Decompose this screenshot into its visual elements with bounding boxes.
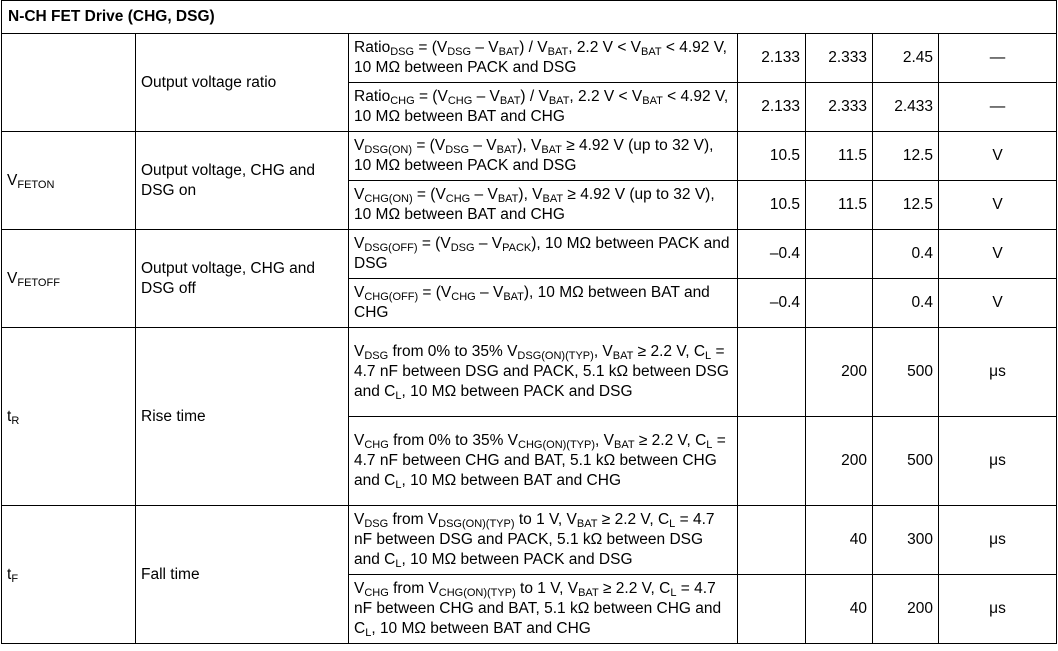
table-row	[2, 230, 1057, 279]
typ-value	[806, 230, 873, 279]
typ-value: 200	[806, 417, 873, 506]
table-row	[2, 328, 1057, 417]
max-value: 500	[873, 328, 939, 417]
typ-value	[806, 279, 873, 328]
typ-value: 40	[806, 506, 873, 575]
max-value: 2.433	[873, 83, 939, 132]
unit-value: —	[939, 83, 1057, 132]
condition-cell: Ratio$_{CHG}$ = $(V_{CHG} - V_{BAT}) / V_{BAT}$, 2.2 $V < V_{BAT} < 4.92$ V, 10 MΩ between BAT and CHG	[349, 83, 738, 132]
table-row	[2, 34, 1057, 83]
max-value: 12.5	[873, 132, 939, 181]
symbol-cell-empty	[2, 34, 136, 132]
spec-table	[1, 0, 1057, 644]
min-value: –0.4	[738, 230, 806, 279]
unit-value: —	[939, 34, 1057, 83]
condition-cell: $V_{DSG(OFF)} = (V_{DSG} - V_{PACK})$, 10 MΩ between PACK and DSG	[349, 230, 738, 279]
condition-cell: $V_{DSG}$ from 0% to 35% $V_{DSG(ON)(TYP)}$, $V_{BAT} \ge 2.2$ V, $C_L = 4.7$ nF between DSG and PACK, 5.1 kΩ between DSG and $C_L$, 10 MΩ between PACK and DSG	[349, 328, 738, 417]
condition-cell: $V_{CHG}$ from 0% to 35% $V_{CHG(ON)(TYP)}$, $V_{BAT} \ge 2.2$ V, $C_L = 4.7$ nF between CHG and BAT, 5.1 kΩ between CHG and $C_L$, 10 MΩ between BAT and CHG	[349, 417, 738, 506]
min-value	[738, 417, 806, 506]
condition-cell: $V_{CHG(OFF)} = (V_{CHG} - V_{BAT})$, 10 MΩ between BAT and CHG	[349, 279, 738, 328]
table-row	[2, 506, 1057, 575]
condition-cell: Ratio$_{DSG}$ = $(V_{DSG} - V_{BAT}) / V_{BAT}$, 2.2 $V < V_{BAT} < 4.92$ V, 10 MΩ between PACK and DSG	[349, 34, 738, 83]
parameter-cell: Output voltage, CHG and DSG off	[136, 230, 349, 328]
max-value: 300	[873, 506, 939, 575]
unit-value: V	[939, 132, 1057, 181]
condition-cell: $V_{DSG(ON)} = (V_{DSG} - V_{BAT})$, $V_{BAT} \ge 4.92$ V (up to 32 V), 10 MΩ between PACK and DSG	[349, 132, 738, 181]
symbol-cell: $V_{FETON}$	[2, 132, 136, 230]
typ-value: 2.333	[806, 34, 873, 83]
unit-value: μs	[939, 575, 1057, 644]
min-value: 10.5	[738, 132, 806, 181]
condition-cell: $V_{DSG}$ from $V_{DSG(ON)(TYP)}$ to 1 V, $V_{BAT} \ge 2.2$ V, $C_L = 4.7$ nF between DSG and PACK, 5.1 kΩ between DSG and $C_L$, 10 MΩ between PACK and DSG	[349, 506, 738, 575]
section-title: N-CH FET Drive (CHG, DSG)	[2, 1, 1057, 34]
min-value: –0.4	[738, 279, 806, 328]
min-value	[738, 506, 806, 575]
min-value: 2.133	[738, 83, 806, 132]
typ-value: 11.5	[806, 181, 873, 230]
min-value: 2.133	[738, 34, 806, 83]
max-value: 2.45	[873, 34, 939, 83]
max-value: 0.4	[873, 230, 939, 279]
symbol-cell: $t_F$	[2, 506, 136, 644]
typ-value: 200	[806, 328, 873, 417]
parameter-cell: Fall time	[136, 506, 349, 644]
typ-value: 40	[806, 575, 873, 644]
unit-value: V	[939, 181, 1057, 230]
typ-value: 2.333	[806, 83, 873, 132]
symbol-cell: $t_R$	[2, 328, 136, 506]
min-value	[738, 328, 806, 417]
section-header-row	[2, 1, 1057, 34]
max-value: 200	[873, 575, 939, 644]
parameter-cell: Output voltage, CHG and DSG on	[136, 132, 349, 230]
parameter-cell: Output voltage ratio	[136, 34, 349, 132]
unit-value: μs	[939, 328, 1057, 417]
table-row	[2, 132, 1057, 181]
unit-value: V	[939, 230, 1057, 279]
max-value: 12.5	[873, 181, 939, 230]
symbol-cell: $V_{FETOFF}$	[2, 230, 136, 328]
min-value: 10.5	[738, 181, 806, 230]
condition-cell: $V_{CHG(ON)} = (V_{CHG} - V_{BAT})$, $V_{BAT} \ge 4.92$ V (up to 32 V), 10 MΩ between BAT and CHG	[349, 181, 738, 230]
unit-value: V	[939, 279, 1057, 328]
unit-value: μs	[939, 506, 1057, 575]
max-value: 0.4	[873, 279, 939, 328]
max-value: 500	[873, 417, 939, 506]
min-value	[738, 575, 806, 644]
condition-cell: $V_{CHG}$ from $V_{CHG(ON)(TYP)}$ to 1 V, $V_{BAT} \ge 2.2$ V, $C_L = 4.7$ nF between CHG and BAT, 5.1 kΩ between CHG and $C_L$, 10 MΩ between BAT and CHG	[349, 575, 738, 644]
typ-value: 11.5	[806, 132, 873, 181]
parameter-cell: Rise time	[136, 328, 349, 506]
unit-value: μs	[939, 417, 1057, 506]
